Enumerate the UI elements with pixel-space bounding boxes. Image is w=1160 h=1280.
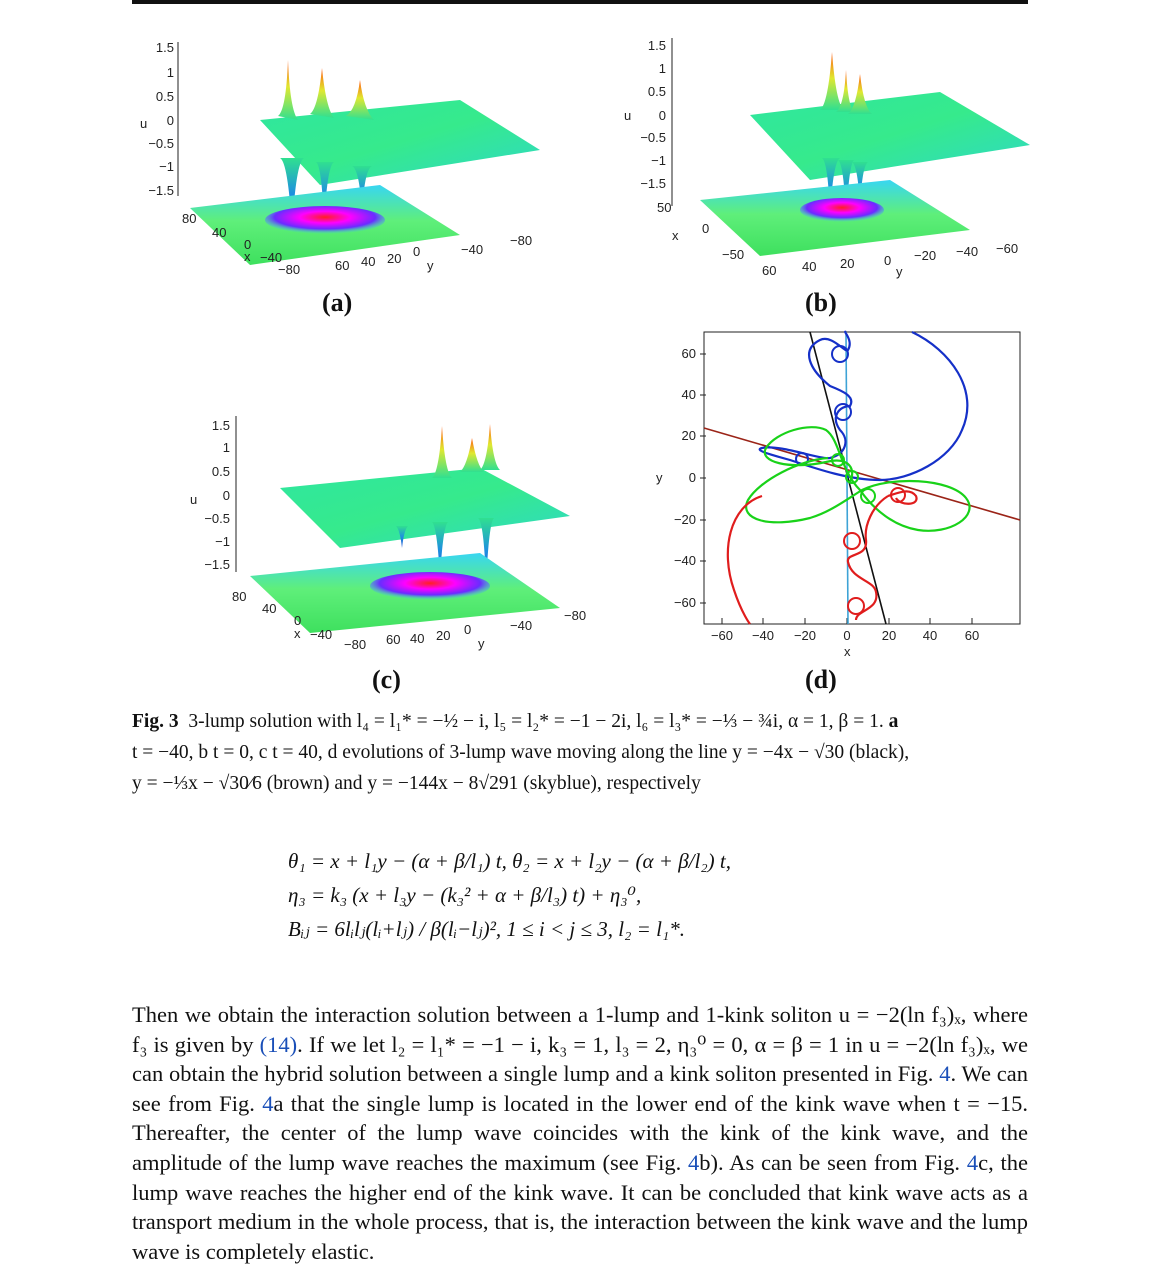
y-tick: −60 [673, 595, 696, 610]
y-tick: 20 [387, 251, 402, 266]
red-loop [844, 533, 860, 549]
u-tick: −1.5 [148, 183, 174, 198]
x-tick: −40 [260, 250, 283, 265]
u-tick: 0.5 [647, 84, 666, 99]
equation-block [288, 845, 731, 947]
x-tick: 50 [657, 200, 672, 215]
u-tick: −0.5 [204, 511, 230, 526]
panel-label-d: (d) [805, 665, 837, 694]
body-text: a that the single lump is located in the lower end of the kink wave when t = −15. Thereafter, the center of the lump wave coincides with the kink of the kink wave, and the amplitude of the lump wave reaches the maximum (see Fig. [132, 1090, 1028, 1175]
u-tick: 1 [222, 440, 230, 455]
x-tick: −60 [710, 628, 734, 643]
y-tick: 40 [802, 259, 817, 274]
u-tick: 1.5 [647, 38, 666, 53]
body-text: c, the lump wave reaches the higher end of the kink wave. It can be concluded that kink wave acts as a transport medium in the whole process, that is, the interaction between the kink wave and the lump wave is completely elastic. [132, 1149, 1028, 1264]
panel-c-3d-plot [180, 408, 610, 663]
lump-peak [432, 426, 452, 478]
equation-bij: Bᵢⱼ = 6lᵢlⱼ(lᵢ+lⱼ) / β(lᵢ−lⱼ)², 1 ≤ i < j ≤ 3, l₂ = l₁*. [288, 917, 685, 941]
panel-label-a: (a) [322, 288, 353, 317]
top-rule [132, 0, 1028, 4]
y-tick: 40 [410, 631, 425, 646]
x-tick: 0 [702, 221, 710, 236]
u-tick: 0.5 [211, 464, 230, 479]
u-tick: 0 [166, 113, 174, 128]
y-tick: 40 [361, 254, 376, 269]
panel-label-b: (b) [805, 288, 837, 317]
x-tick: 40 [262, 601, 277, 616]
figure-ref-link[interactable]: 4 [966, 1149, 979, 1175]
y-tick: 40 [681, 387, 696, 402]
y-tick: −40 [461, 242, 484, 257]
panel-a-3d-plot [130, 30, 560, 290]
blue-trajectory [760, 332, 968, 480]
y-tick: 0 [413, 244, 421, 259]
brown-line [704, 428, 1020, 520]
figure-ref-link[interactable]: 4 [939, 1061, 951, 1087]
equation-ref-link[interactable]: (14) [259, 1031, 298, 1057]
u-tick: −0.5 [640, 130, 666, 145]
u-tick: −1 [651, 153, 666, 168]
x-tick: 40 [212, 225, 227, 240]
y-axis-label: y [656, 470, 663, 485]
caption-a-mark: a [888, 711, 899, 732]
y-tick: 60 [681, 346, 696, 361]
y-tick: −80 [510, 233, 533, 248]
u-tick: 1.5 [211, 418, 230, 433]
y-tick: −40 [510, 618, 533, 633]
y-tick: 0 [688, 470, 696, 485]
y-tick: 60 [386, 632, 401, 647]
panel-label-c: (c) [372, 665, 401, 694]
y-tick: −80 [278, 262, 301, 277]
u-axis-ticks [148, 40, 174, 198]
y-tick: 20 [436, 628, 451, 643]
projection-blob [265, 206, 385, 234]
x-axis-label: x [844, 644, 851, 659]
x-tick: 40 [922, 628, 938, 643]
caption-line-3: y = −⅓x − √30⁄6 (brown) and y = −144x − 8√291 (skyblue), respectively [132, 773, 701, 794]
u-tick: −1 [159, 159, 174, 174]
caption-line1-text: 3-lump solution with l₄ = l₁* = −½ − i, l₅ = l₂* = −1 − 2i, l₆ = l₃* = −⅓ − ¾i, α = 1, β = 1. [188, 711, 884, 732]
y-tick: −20 [673, 512, 696, 527]
equation-theta: θ₁ = x + l₁y − (α + β/l₁) t, θ₂ = x + l₂y − (α + β/l₂) t, [288, 849, 731, 873]
y-tick: −80 [344, 637, 367, 652]
y-axis-label: y [478, 636, 485, 651]
y-tick: 20 [840, 256, 855, 271]
y-tick: −40 [673, 553, 696, 568]
u-axis-label: u [140, 116, 148, 131]
u-tick: −0.5 [148, 136, 174, 151]
x-axis-label: x [672, 228, 679, 243]
lump-peak [820, 52, 844, 110]
y-tick: 0 [464, 622, 472, 637]
figure-ref-link[interactable]: 4 [688, 1149, 700, 1175]
u-tick: −1.5 [204, 557, 230, 572]
x-tick: −20 [793, 628, 817, 643]
y-tick: 60 [762, 263, 777, 278]
u-tick: 1.5 [155, 40, 174, 55]
upper-surface [280, 468, 570, 548]
u-tick: 0 [658, 108, 666, 123]
u-axis-label: u [624, 108, 632, 123]
body-text: b). As can be seen from Fig. [699, 1149, 967, 1175]
u-tick: 0 [222, 488, 230, 503]
body-text: . If we let l₂ = l₁* = −1 − i, k₃ = 1, l₃ = 2, η₃⁰ = 0, α = β = 1 in u = −2(ln f₃)ₓ, we can obtain the hybrid solution between a single lump and a kink soliton presented in Fig. [132, 1031, 1028, 1087]
red-loop [848, 598, 864, 614]
y-tick: −60 [996, 241, 1019, 256]
x-tick: −50 [722, 247, 745, 262]
projection-blob [800, 198, 884, 222]
y-tick: 0 [884, 253, 892, 268]
x-tick: 0 [843, 628, 851, 643]
x-tick: 20 [881, 628, 897, 643]
caption-line-1 [132, 706, 1028, 737]
upper-surface [750, 92, 1030, 180]
y-axis-label: y [427, 258, 434, 273]
equation-eta: η₃ = k₃ (x + l₃y − (k₃² + α + β/l₃) t) + η₃⁰, [288, 883, 642, 907]
u-tick: 1 [166, 65, 174, 80]
u-tick: −1.5 [640, 176, 666, 191]
x-tick: 60 [964, 628, 980, 643]
y-tick: −80 [564, 608, 587, 623]
caption-fig-label: Fig. 3 [132, 711, 179, 732]
figure-ref-link[interactable]: 4 [262, 1090, 274, 1116]
lump-peak [310, 68, 334, 118]
upper-surface [260, 100, 540, 185]
x-tick: −40 [310, 627, 333, 642]
u-axis-label: u [190, 492, 198, 507]
y-axis-label: y [896, 264, 903, 279]
u-tick: 1 [658, 61, 666, 76]
x-axis-label: x [294, 626, 301, 641]
figure-caption [132, 706, 1028, 799]
x-tick: 0 [244, 237, 252, 252]
x-tick: 80 [182, 211, 197, 226]
y-tick: −40 [956, 244, 979, 259]
x-tick: −40 [751, 628, 775, 643]
panel-d-trajectory-plot [650, 330, 1030, 660]
lump-peak [460, 438, 484, 472]
x-tick: 0 [294, 613, 302, 628]
projection-blob [370, 572, 490, 600]
y-tick: 20 [681, 428, 696, 443]
x-axis-label: x [244, 249, 251, 264]
red-trajectory [728, 491, 917, 624]
u-tick: 0.5 [155, 89, 174, 104]
caption-line-2: t = −40, b t = 0, c t = 40, d evolutions of 3-lump wave moving along the line y = −4x − √30 (black), [132, 742, 910, 763]
panel-b-3d-plot [610, 30, 1040, 290]
y-tick: 60 [335, 258, 350, 273]
x-tick: 80 [232, 589, 247, 604]
body-text: . We can see from Fig. [132, 1061, 1028, 1116]
body-text: Then we obtain the interaction solution between a 1-lump and 1-kink soliton u = −2(ln f₃)ₓ, where f₃ is given by [132, 1002, 1028, 1057]
y-tick: −20 [914, 248, 937, 263]
lump-peak [278, 60, 298, 120]
body-paragraph [132, 1000, 1028, 1266]
lump-peak [480, 424, 500, 470]
u-tick: −1 [215, 534, 230, 549]
